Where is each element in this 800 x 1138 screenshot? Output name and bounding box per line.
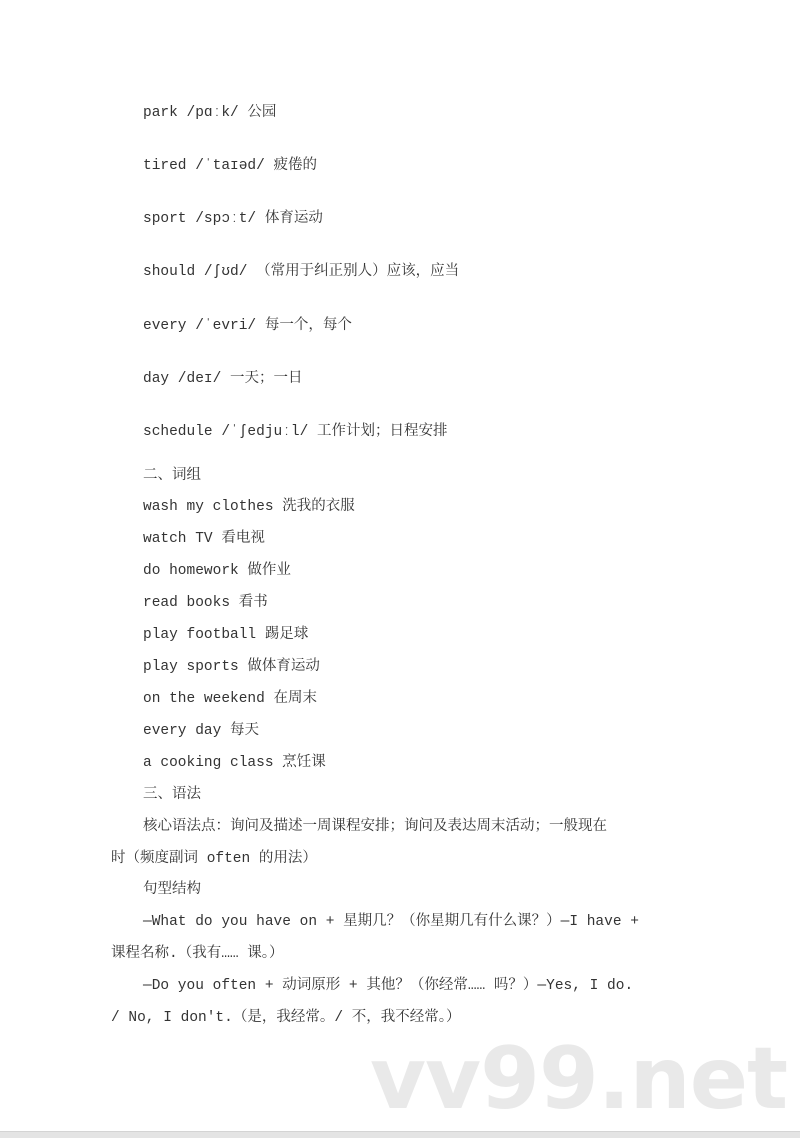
sentence-pattern-line: / No, I don't.（是，我经常。/ 不，我不经常。）	[111, 1010, 461, 1026]
section-heading-phrases: 二、词组	[143, 468, 201, 484]
phrase-item: play football 踢足球	[143, 627, 309, 643]
sentence-pattern-line: —What do you have on + 星期几？（你星期几有什么课？）—I have +	[143, 914, 639, 930]
vocab-item: should /ʃʊd/ （常用于纠正别人）应该，应当	[143, 264, 460, 280]
vocab-item: schedule /ˈʃedjuːl/ 工作计划；日程安排	[143, 424, 448, 440]
phrase-item: read books 看书	[143, 595, 268, 611]
phrase-item: watch TV 看电视	[143, 531, 265, 547]
grammar-core-line: 核心语法点：询问及描述一周课程安排；询问及表达周末活动；一般现在	[143, 819, 607, 835]
vocab-item: day /deɪ/ 一天；一日	[143, 371, 303, 387]
sentence-pattern-line: 课程名称.（我有…… 课。）	[111, 946, 284, 962]
phrase-item: every day 每天	[143, 723, 260, 739]
vocab-item: every /ˈevri/ 每一个，每个	[143, 318, 352, 334]
structure-heading: 句型结构	[143, 882, 201, 898]
phrase-item: on the weekend 在周末	[143, 691, 318, 707]
vocab-item: park /pɑːk/ 公园	[143, 105, 277, 121]
watermark: vv99.net	[370, 1029, 788, 1129]
vocab-item: tired /ˈtaɪəd/ 疲倦的	[143, 158, 318, 174]
grammar-core-line: 时（频度副词 often 的用法）	[111, 851, 317, 867]
phrase-item: play sports 做体育运动	[143, 659, 320, 675]
section-heading-grammar: 三、语法	[143, 787, 201, 803]
vocab-item: sport /spɔːt/ 体育运动	[143, 211, 323, 227]
phrase-item: wash my clothes 洗我的衣服	[143, 499, 355, 515]
phrase-item: a cooking class 烹饪课	[143, 755, 326, 771]
phrase-item: do homework 做作业	[143, 563, 291, 579]
sentence-pattern-line: —Do you often + 动词原形 + 其他？（你经常…… 吗？）—Yes, I do.	[143, 978, 634, 994]
